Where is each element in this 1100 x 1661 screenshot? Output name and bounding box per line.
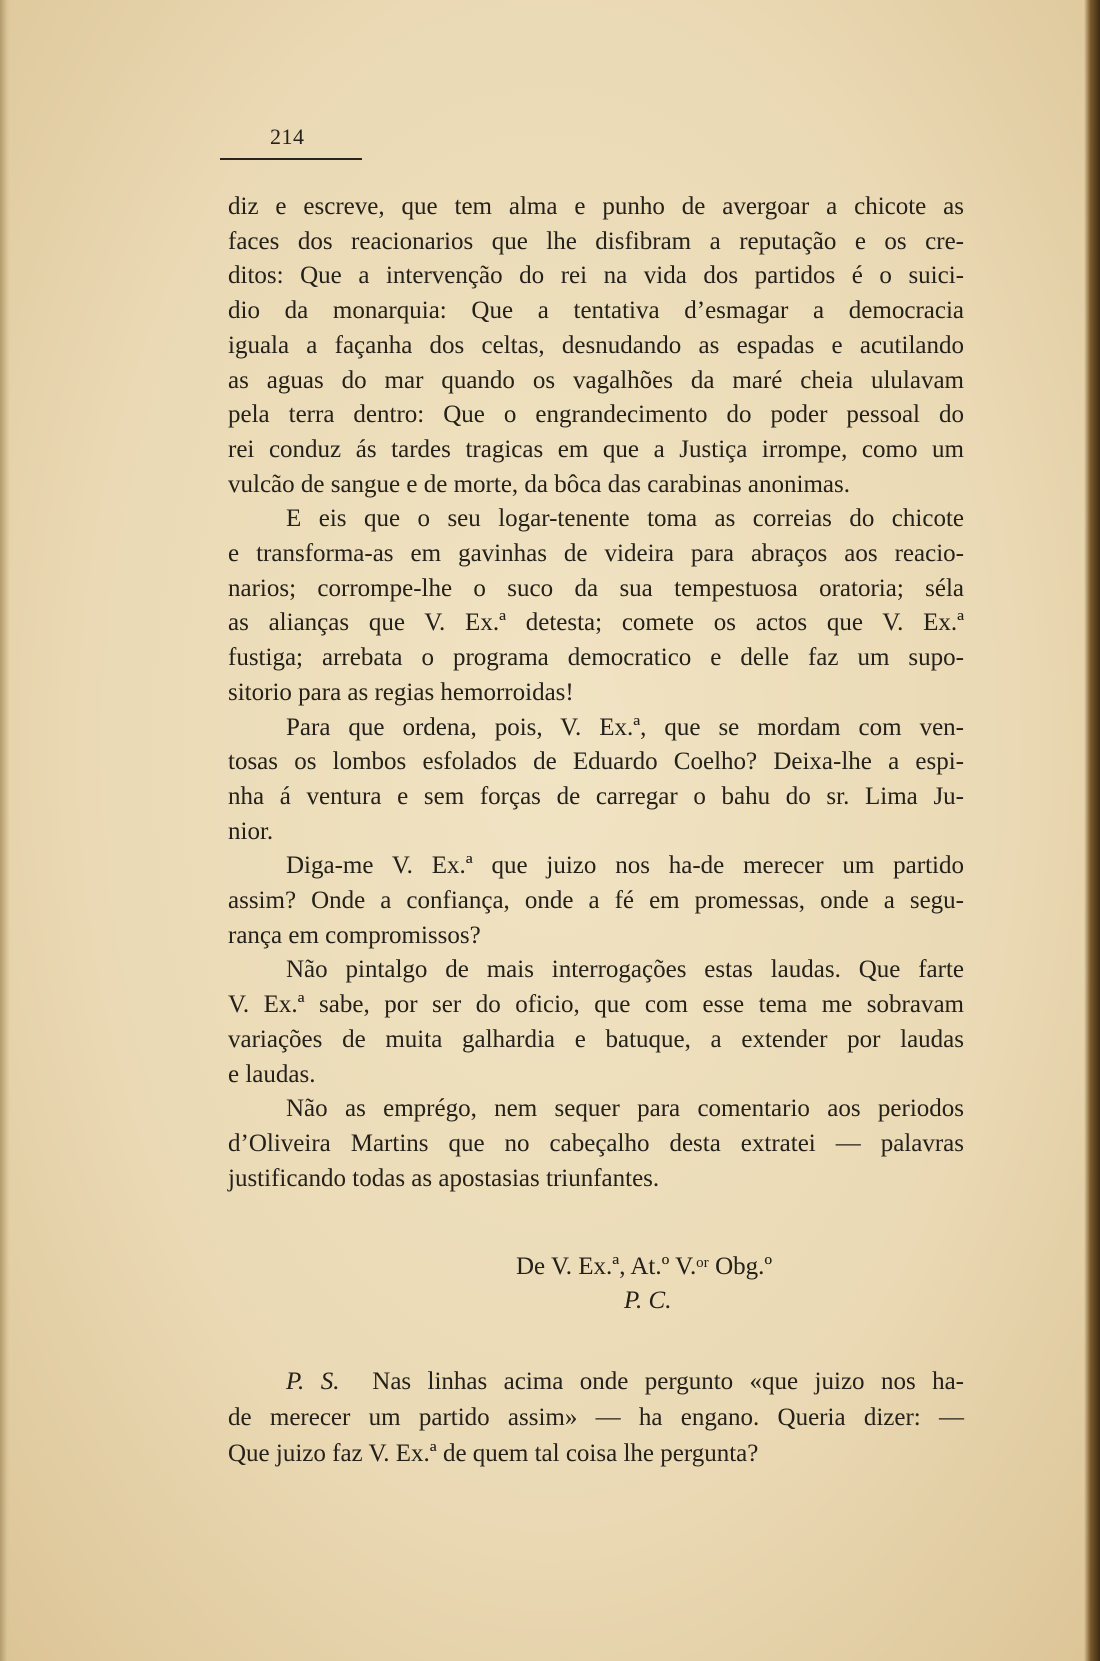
- postscript-line: de merecer um partido assim» — ha engano. Queria dizer: —: [228, 1404, 964, 1431]
- header-rule: [220, 158, 362, 160]
- text-line: assim? Onde a confiança, onde a fé em promessas, onde a segu-: [228, 887, 964, 915]
- text-line: e laudas.: [228, 1060, 316, 1088]
- text-line: nha á ventura e sem forças de carregar o bahu do sr. Lima Ju-: [228, 782, 964, 810]
- text-line: variações de muita galhardia e batuque, a extender por laudas: [228, 1025, 964, 1053]
- postscript-text: Nas linhas acima onde pergunto «que juizo nos ha-: [372, 1368, 964, 1395]
- text-line: iguala a façanha dos celtas, desnudando as espadas e acutilando: [228, 331, 964, 359]
- text-line: as alianças que V. Ex.ª detesta; comete os actos que V. Ex.ª: [228, 609, 964, 637]
- signature-closing: De V. Ex.ª, At.º V.ᵒʳ Obg.º: [516, 1253, 773, 1280]
- text-line: E eis que o seu logar-tenente toma as correias do chicote: [286, 505, 964, 533]
- letter-signature: [516, 1250, 772, 1318]
- page-number: 214: [270, 124, 305, 149]
- text-line: justificando todas as apostasias triunfantes.: [228, 1164, 660, 1192]
- text-line: ditos: Que a intervenção do rei na vida dos partidos é o suici-: [228, 262, 964, 290]
- text-line: fustiga; arrebata o programa democratico e delle faz um supo-: [228, 644, 964, 672]
- text-line: as aguas do mar quando os vagalhões da maré cheia ululavam: [228, 366, 964, 394]
- postscript-mark: P. S.: [286, 1368, 340, 1395]
- body-text: [228, 190, 964, 1196]
- text-line: sitorio para as regias hemorroidas!: [228, 678, 574, 706]
- postscript-line: [228, 1364, 964, 1400]
- text-line: rança em compromissos?: [228, 921, 481, 949]
- text-line: nior.: [228, 817, 274, 845]
- signature-initials: P. C.: [624, 1287, 672, 1314]
- text-line: Não pintalgo de mais interrogações estas laudas. Que farte: [286, 956, 964, 984]
- text-line: faces dos reacionarios que lhe disfibram a reputação e os cre-: [228, 227, 964, 255]
- text-line: Para que ordena, pois, V. Ex.ª, que se mordam com ven-: [286, 713, 964, 741]
- text-line: Não as emprégo, nem sequer para comentario aos periodos: [286, 1095, 964, 1123]
- text-line: V. Ex.ª sabe, por ser do oficio, que com esse tema me sobravam: [228, 991, 964, 1019]
- page-left-edge: [0, 0, 10, 1661]
- book-spine-edge: [1084, 0, 1100, 1661]
- text-line: vulcão de sangue e de morte, da bôca das carabinas anonimas.: [228, 470, 850, 498]
- text-line: tosas os lombos esfolados de Eduardo Coelho? Deixa-lhe a espi-: [228, 748, 964, 776]
- text-line: pela terra dentro: Que o engrandecimento do poder pessoal do: [228, 401, 964, 429]
- text-line: dio da monarquia: Que a tentativa d’esmagar a democracia: [228, 297, 964, 325]
- text-line: e transforma-as em gavinhas de videira para abraços aos reacio-: [228, 540, 964, 568]
- text-line: diz e escreve, que tem alma e punho de avergoar a chicote as: [228, 193, 964, 220]
- postscript-line: Que juizo faz V. Ex.ª de quem tal coisa lhe pergunta?: [228, 1440, 759, 1467]
- text-line: narios; corrompe-lhe o suco da sua tempestuosa oratoria; séla: [228, 574, 964, 602]
- text-line: Diga-me V. Ex.ª que juizo nos ha-de merecer um partido: [286, 852, 964, 880]
- postscript: [228, 1364, 964, 1472]
- text-line: d’Oliveira Martins que no cabeçalho desta extratei — palavras: [228, 1129, 964, 1157]
- text-line: rei conduz ás tardes tragicas em que a Justiça irrompe, como um: [228, 435, 964, 463]
